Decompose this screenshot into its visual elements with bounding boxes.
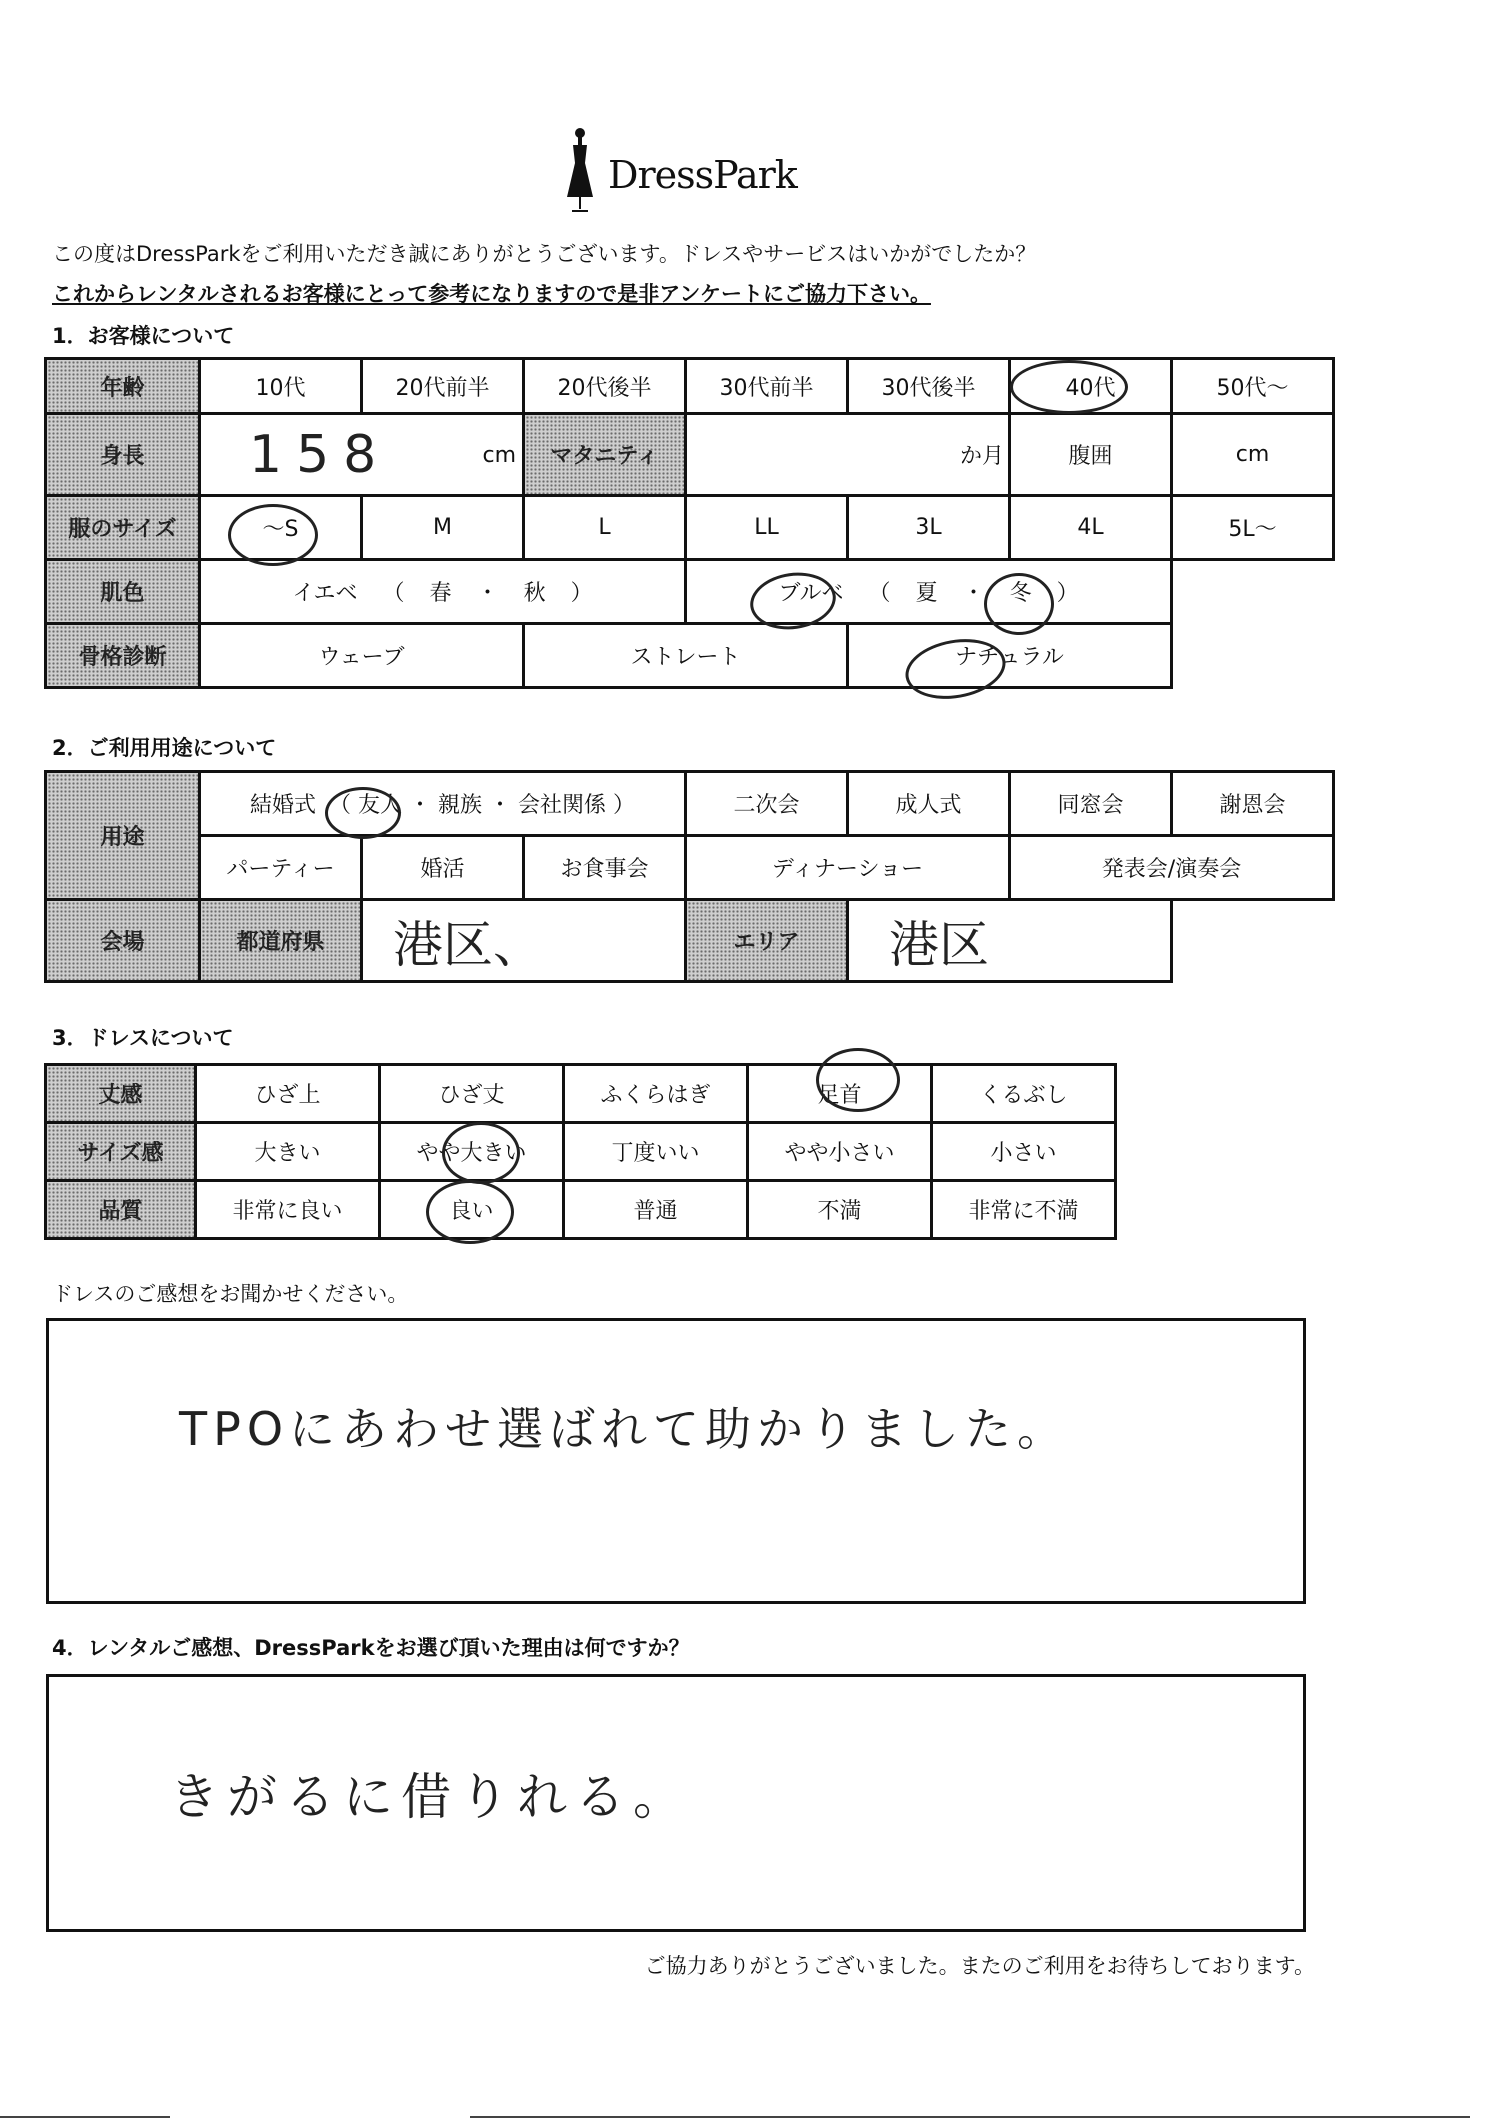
size-option[interactable]: ～S (200, 496, 362, 560)
age-option[interactable]: 30代後半 (848, 359, 1010, 414)
wedding-company[interactable]: 会社関係 (518, 793, 607, 818)
intro-text: この度はDressParkをご利用いただき誠にありがとうございます。ドレスやサービスはいかがでしたか？ (52, 242, 1037, 266)
age-option[interactable]: 40代 (1010, 359, 1172, 414)
size-option[interactable]: LL (686, 496, 848, 560)
skin-blue-close: ） (1056, 581, 1079, 606)
prefecture-label: 都道府県 (200, 900, 362, 982)
height-label: 身長 (46, 414, 200, 496)
age-label: 年齢 (46, 359, 200, 414)
skin-row (46, 560, 1334, 624)
length-option[interactable]: くるぶし (932, 1065, 1116, 1123)
purpose-option[interactable]: パーティー (200, 836, 362, 900)
skin-yellow-spring: 春 (429, 581, 452, 606)
quality-row (46, 1181, 1116, 1239)
skin-yellow-close: ） (570, 581, 593, 606)
purpose-option[interactable]: ディナーショー (686, 836, 1010, 900)
reason-answer: きがるに借りれる。 (169, 1768, 691, 1826)
scan-artifact (0, 2116, 170, 2118)
venue-label: 会場 (46, 900, 200, 982)
quality-option[interactable]: 非常に良い (196, 1181, 380, 1239)
size-option[interactable]: 4L (1010, 496, 1172, 560)
impression-box[interactable] (46, 1318, 1306, 1604)
purpose-option[interactable]: 二次会 (686, 772, 848, 836)
length-label: 丈感 (46, 1065, 196, 1123)
quality-option[interactable]: 普通 (564, 1181, 748, 1239)
purpose-row-1 (46, 772, 1334, 836)
skin-yellow-autumn: 秋 (523, 581, 546, 606)
purpose-option[interactable]: 成人式 (848, 772, 1010, 836)
maternity-unit: か月 (959, 444, 1004, 469)
size-row (46, 496, 1334, 560)
length-option[interactable]: ひざ上 (196, 1065, 380, 1123)
dress-table (44, 1063, 1117, 1240)
height-value: 158 (249, 425, 391, 485)
wedding-family[interactable]: 親族 (438, 793, 483, 818)
waist-field[interactable] (1172, 414, 1334, 496)
purpose-option[interactable]: 婚活 (362, 836, 524, 900)
fit-option[interactable]: 小さい (932, 1123, 1116, 1181)
brand-logo (560, 125, 800, 215)
age-option[interactable]: 30代前半 (686, 359, 848, 414)
length-option[interactable]: ふくらはぎ (564, 1065, 748, 1123)
size-option[interactable]: L (524, 496, 686, 560)
venue-row (46, 900, 1334, 982)
section1-title: 1．お客様について (52, 324, 235, 348)
fit-option[interactable]: 丁度いい (564, 1123, 748, 1181)
waist-label: 腹囲 (1010, 414, 1172, 496)
purpose-row-2 (46, 836, 1334, 900)
waist-unit: cm (1235, 442, 1270, 467)
quality-option[interactable]: 不満 (748, 1181, 932, 1239)
dress-icon (560, 125, 600, 215)
skin-blue-open: （ (868, 581, 891, 606)
purpose-label: 用途 (46, 772, 200, 900)
fit-row (46, 1123, 1116, 1181)
customer-table (44, 357, 1335, 689)
skin-blue-name: ブルベ (778, 581, 844, 606)
length-option[interactable]: ひざ丈 (380, 1065, 564, 1123)
skin-blue-winter: 冬 (1009, 581, 1032, 606)
wedding-name: 結婚式 (249, 793, 316, 818)
size-option[interactable]: 5L～ (1172, 496, 1334, 560)
skin-yellow-dot: ・ (476, 581, 499, 606)
age-row (46, 359, 1334, 414)
skin-option-yellow[interactable] (200, 560, 686, 624)
age-option[interactable]: 20代前半 (362, 359, 524, 414)
body-label: 骨格診断 (46, 624, 200, 688)
maternity-label: マタニティ (524, 414, 686, 496)
age-option[interactable]: 50代～ (1172, 359, 1334, 414)
intro-request: これからレンタルされるお客様にとって参考になりますので是非アンケートにご協力下さい。 (52, 282, 931, 306)
quality-option[interactable]: 非常に不満 (932, 1181, 1116, 1239)
purpose-option[interactable]: お食事会 (524, 836, 686, 900)
prefecture-value: 港区、 (393, 915, 543, 974)
skin-label: 肌色 (46, 560, 200, 624)
fit-option[interactable]: やや大きい (380, 1123, 564, 1181)
body-row (46, 624, 1334, 688)
height-unit: cm (482, 443, 516, 468)
section3-title: 3．ドレスについて (52, 1026, 234, 1050)
impression-answer: TPOにあわせ選ばれて助かりました。 (179, 1402, 1070, 1456)
scan-artifact (470, 2116, 1470, 2118)
quality-option[interactable]: 良い (380, 1181, 564, 1239)
section4-title: 4．レンタルご感想、DressParkをお選び頂いた理由は何ですか？ (52, 1636, 690, 1660)
purpose-table (44, 770, 1335, 983)
body-option[interactable]: ストレート (524, 624, 848, 688)
brand-name: DressPark (608, 153, 797, 197)
purpose-option[interactable]: 同窓会 (1010, 772, 1172, 836)
length-row (46, 1065, 1116, 1123)
age-option[interactable]: 20代後半 (524, 359, 686, 414)
skin-yellow-name: イエベ (292, 581, 358, 606)
skin-blue-dot: ・ (962, 581, 985, 606)
reason-box[interactable] (46, 1674, 1306, 1932)
quality-label: 品質 (46, 1181, 196, 1239)
wedding-dot-1: ・ (408, 793, 431, 818)
body-option[interactable]: ナチュラル (848, 624, 1172, 688)
area-label: エリア (686, 900, 848, 982)
size-option[interactable]: 3L (848, 496, 1010, 560)
purpose-option[interactable]: 発表会/演奏会 (1010, 836, 1334, 900)
size-option[interactable]: M (362, 496, 524, 560)
skin-blue-summer: 夏 (915, 581, 938, 606)
prefecture-field[interactable] (362, 900, 686, 982)
fit-option[interactable]: 大きい (196, 1123, 380, 1181)
purpose-wedding[interactable] (200, 772, 686, 836)
maternity-field[interactable] (686, 414, 1010, 496)
wedding-close: ） (613, 793, 636, 818)
wedding-open: （ (328, 793, 351, 818)
fit-option[interactable]: やや小さい (748, 1123, 932, 1181)
body-option[interactable]: ウェーブ (200, 624, 524, 688)
length-option[interactable]: 足首 (748, 1065, 932, 1123)
skin-yellow-open: （ (382, 581, 405, 606)
area-field[interactable] (848, 900, 1172, 982)
fit-label: サイズ感 (46, 1123, 196, 1181)
skin-option-blue[interactable] (686, 560, 1172, 624)
area-value: 港区 (889, 915, 989, 974)
wedding-friend[interactable]: 友人 (357, 793, 402, 818)
height-row (46, 414, 1334, 496)
footer-thanks: ご協力ありがとうございました。またのご利用をお待ちしております。 (644, 1954, 1315, 1978)
impression-prompt: ドレスのご感想をお聞かせください。 (52, 1282, 409, 1306)
age-option[interactable]: 10代 (200, 359, 362, 414)
section2-title: 2．ご利用用途について (52, 736, 277, 760)
size-label: 服のサイズ (46, 496, 200, 560)
purpose-option[interactable]: 謝恩会 (1172, 772, 1334, 836)
wedding-dot-2: ・ (489, 793, 512, 818)
height-field[interactable] (200, 414, 524, 496)
